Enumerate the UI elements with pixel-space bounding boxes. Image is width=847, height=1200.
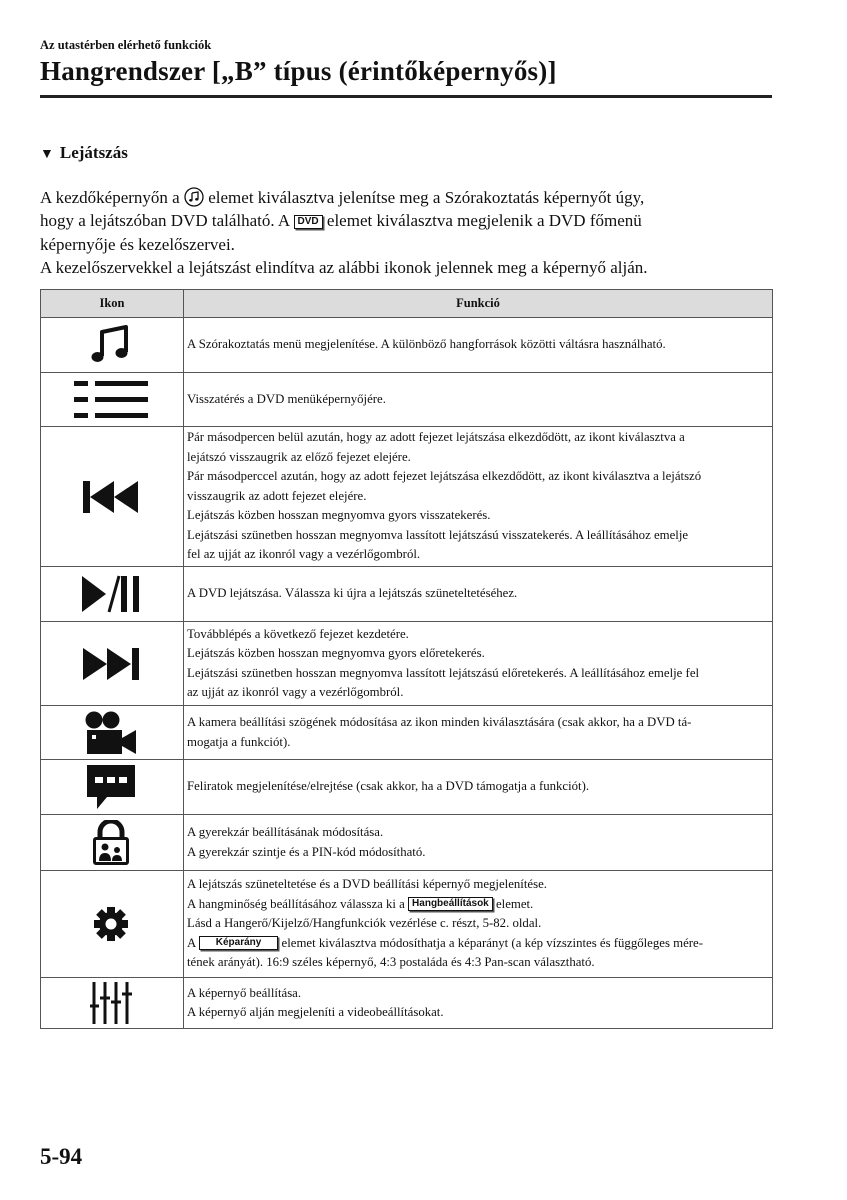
function-text: A Szórakoztatás menü megjelenítése. A különböző hangforrások közötti váltásra használható. (187, 337, 666, 352)
function-text: A hangminőség beállításához válassza ki a (187, 896, 405, 911)
intro-text: A kezelőszervekkel a lejátszást elindítva az alábbi ikonok jelennek meg a képernyő alján. (40, 257, 648, 277)
intro-text: elemet kiválasztva megjelenik a DVD főmenü (326, 211, 642, 231)
function-cell (184, 373, 773, 427)
function-cell (184, 318, 773, 373)
camera-icon (85, 711, 137, 755)
function-cell (184, 706, 773, 760)
function-text: az ujját az ikonról vagy a vezérlőgombról. (187, 685, 404, 699)
function-text: A (187, 935, 196, 950)
function-text: elemet. (495, 896, 534, 911)
function-text: Lejátszás közben hosszan megnyomva gyors visszatekerés. (187, 508, 491, 523)
intro-text: elemet kiválasztva jelenítse meg a Szórakoztatás képernyőt úgy, (208, 188, 645, 207)
function-text: A gyerekzár beállításának módosítása. (187, 825, 384, 839)
column-header-icon: Ikon (41, 290, 184, 318)
function-text: visszaugrik az adott fejezet elejére. (187, 488, 367, 503)
icon-cell (41, 318, 184, 373)
skip-back-icon (83, 481, 139, 513)
function-text: fel az ujját az ikonról vagy a vezérlőgombról. (187, 547, 421, 562)
icon-cell (41, 978, 184, 1029)
intro-text: hogy a lejátszóban DVD található. A (40, 211, 290, 231)
music-note-circle-icon (184, 187, 204, 207)
function-text: A lejátszás szüneteltetése és a DVD beállítási képernyő megjelenítése. (187, 877, 547, 892)
function-text: tének arányát). 16:9 széles képernyő, 4:3 postaláda és 4:3 Pan-scan választható. (187, 955, 595, 970)
subsection-heading (40, 143, 128, 163)
skip-forward-icon (83, 648, 139, 680)
function-text: A képernyő beállítása. (187, 985, 302, 1000)
function-cell (184, 567, 773, 622)
function-text: Lejátszás közben hosszan megnyomva gyors előretekerés. (187, 646, 485, 660)
function-text: Visszatérés a DVD menüképernyőjére. (187, 391, 386, 406)
table-row (41, 318, 773, 373)
table-row (41, 706, 773, 760)
table-row (41, 622, 773, 706)
aspect-ratio-button: Képarány (199, 936, 279, 950)
function-text: Lejátszási szünetben hosszan megnyomva lassított lejátszású visszatekerés. A leállításához emelje (187, 527, 689, 542)
function-cell (184, 427, 773, 567)
gear-icon (93, 906, 129, 942)
section-label: Az utastérben elérhető funkciók (40, 38, 212, 52)
table-row (41, 373, 773, 427)
function-cell (184, 815, 773, 871)
table-row (41, 760, 773, 815)
intro-text: képernyője és kezelőszervei. (40, 234, 235, 254)
function-cell (184, 978, 773, 1029)
column-header-function: Funkció (184, 290, 773, 318)
function-text: A kamera beállítási szögének módosítása az ikon minden kiválasztására (csak akkor, ha a DVD tá- (187, 715, 692, 729)
page-title: Hangrendszer [„B” típus (érintőképernyős)] (40, 56, 557, 86)
table-row (41, 567, 773, 622)
function-cell (184, 760, 773, 815)
subsection-title: Lejátszás (59, 143, 128, 162)
icon-cell (41, 871, 184, 978)
icon-cell (41, 373, 184, 427)
function-text: Továbblépés a következő fejezet kezdetére. (187, 626, 409, 641)
list-icon (74, 380, 148, 420)
page-number: 5-94 (40, 1144, 83, 1169)
table-row (41, 871, 773, 978)
function-text: Feliratok megjelenítése/elrejtése (csak akkor, ha a DVD támogatja a funkciót). (187, 779, 590, 794)
function-cell (184, 871, 773, 978)
subtitle-icon (87, 765, 135, 809)
icon-cell (41, 622, 184, 706)
function-text: A képernyő alján megjeleníti a videobeállításokat. (187, 1005, 444, 1019)
triangle-marker-icon: ▼ (40, 147, 54, 162)
function-text: mogatja a funkciót). (187, 734, 291, 749)
music-note-icon (89, 324, 133, 366)
function-text: A gyerekzár szintje és a PIN-kód módosítható. (187, 844, 426, 859)
function-text: Lejátszási szünetben hosszan megnyomva lassított lejátszású előretekerés. A leállításához emelje fel (187, 665, 700, 680)
table-row (41, 427, 773, 567)
icon-function-table (40, 289, 773, 1029)
function-text: Pár másodperccel azután, hogy az adott fejezet lejátszása elkezdődött, az ikont kiválasztva a lejátszó (187, 469, 702, 484)
child-lock-icon (92, 820, 130, 866)
icon-cell (41, 706, 184, 760)
equalizer-icon (90, 982, 132, 1024)
icon-cell (41, 815, 184, 871)
dvd-button: DVD (294, 215, 323, 229)
sound-settings-button: Hangbeállítások (408, 897, 493, 911)
function-text: Lásd a Hangerő/Kijelző/Hangfunkciók vezérlése c. részt, 5-82. oldal. (187, 916, 542, 931)
intro-text: A kezdőképernyőn a (40, 188, 180, 207)
table-row (41, 978, 773, 1029)
icon-cell (41, 567, 184, 622)
play-pause-icon (82, 575, 140, 613)
function-cell (184, 622, 773, 706)
icon-cell (41, 427, 184, 567)
icon-cell (41, 760, 184, 815)
function-text: elemet kiválasztva módosíthatja a képarányt (a kép vízszintes és függőleges mére- (281, 935, 703, 950)
function-text: lejátszó visszaugrik az előző fejezet elejére. (187, 449, 411, 464)
intro-paragraph (40, 186, 772, 279)
table-row (41, 815, 773, 871)
title-divider (40, 95, 772, 98)
function-text: A DVD lejátszása. Válassza ki újra a lejátszás szüneteltetéséhez. (187, 586, 518, 601)
function-text: Pár másodpercen belül azután, hogy az adott fejezet lejátszása elkezdődött, az ikont kiválasztva a (187, 430, 685, 445)
